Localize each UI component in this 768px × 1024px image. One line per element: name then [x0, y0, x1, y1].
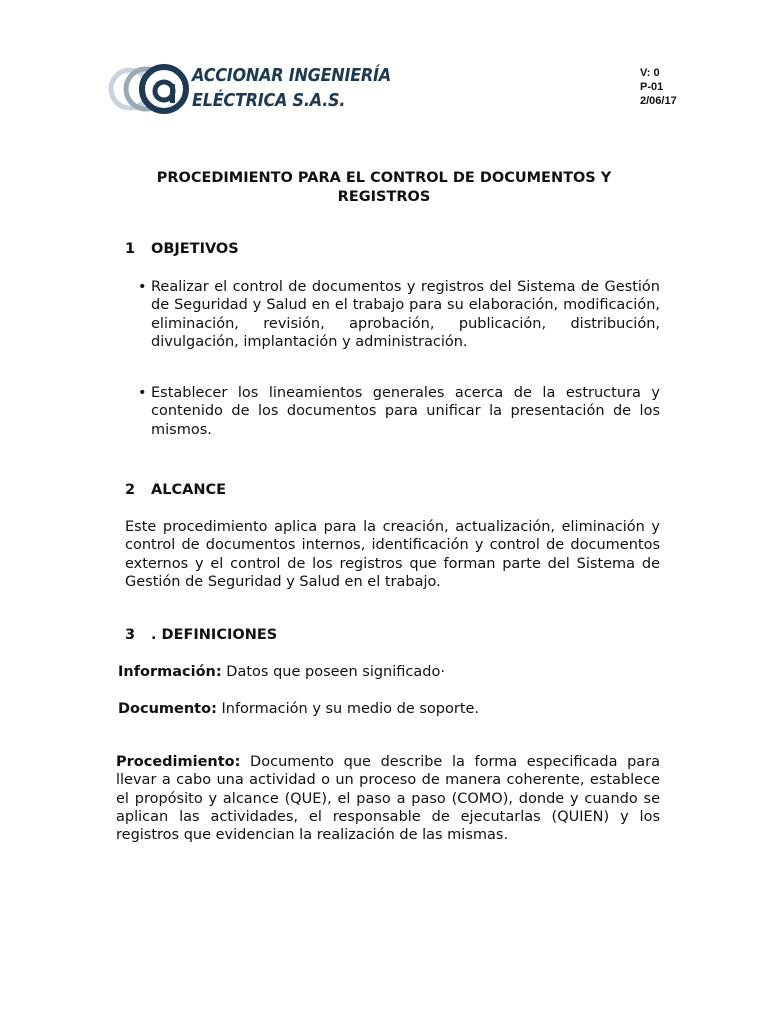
objective-item	[138, 278, 660, 351]
version-label: V: 0	[640, 67, 660, 79]
definition-text: Información y su medio de soporte.	[216, 701, 480, 717]
document-date: 2/06/17	[640, 95, 677, 107]
section-heading-alcance	[125, 482, 226, 498]
definition-informacion	[118, 663, 660, 681]
company-name	[192, 64, 391, 114]
section-title: ALCANCE	[151, 482, 227, 498]
definition-text: Documento que describe la forma especificada para llevar a cabo una actividad o un proceso de manera coherente, establece el propósito y alcance (QUE), el paso a paso (COMO), donde y cuando se aplican las actividades, el responsable de ejecutarlas (QUIEN) y los registros que evidencian la realización de las mismas.	[116, 754, 660, 844]
objective-text: Realizar el control de documentos y registros del Sistema de Gestión de Seguridad y Salud en el trabajo para su elaboración, modificación, eliminación, revisión, aprobación, publicación, distribución, divulgación, implantación y administración.	[151, 279, 660, 350]
document-title: PROCEDIMIENTO PARA EL CONTROL DE DOCUMENTOS Y REGISTROS	[156, 170, 612, 205]
logo-mark-icon	[108, 60, 192, 120]
bullet-icon: •	[138, 385, 147, 401]
section-title: OBJETIVOS	[151, 241, 239, 257]
section-number: 1	[125, 241, 136, 257]
definition-term: Información:	[118, 664, 222, 680]
section-title: . DEFINICIONES	[151, 627, 278, 643]
bullet-icon: •	[138, 279, 147, 295]
company-logo	[108, 60, 391, 120]
section-heading-definiciones	[125, 627, 277, 643]
objective-item	[138, 384, 660, 439]
document-code: P-01	[640, 81, 664, 93]
definition-documento	[118, 700, 660, 718]
objective-text: Establecer los lineamientos generales acerca de la estructura y contenido de los documentos para unificar la presentación de los mismos.	[151, 385, 660, 438]
company-name-line2: ELÉCTRICA S.A.S.	[192, 91, 346, 111]
definition-procedimiento	[116, 753, 660, 844]
section-number: 2	[125, 482, 136, 498]
definition-term: Documento:	[118, 701, 217, 717]
section-heading-objetivos	[125, 241, 239, 257]
scope-paragraph: Este procedimiento aplica para la creación, actualización, eliminación y control de documentos internos, identificación y control de documentos externos y el control de los registros que forman parte del Sistema de Gestión de Seguridad y Salud en el trabajo.	[125, 519, 660, 590]
section-number: 3	[125, 627, 136, 643]
definition-term: Procedimiento:	[116, 754, 241, 770]
company-name-line1: ACCIONAR INGENIERÍA	[192, 66, 391, 86]
definition-text: Datos que poseen significado·	[221, 664, 445, 680]
document-control-block	[640, 66, 677, 108]
